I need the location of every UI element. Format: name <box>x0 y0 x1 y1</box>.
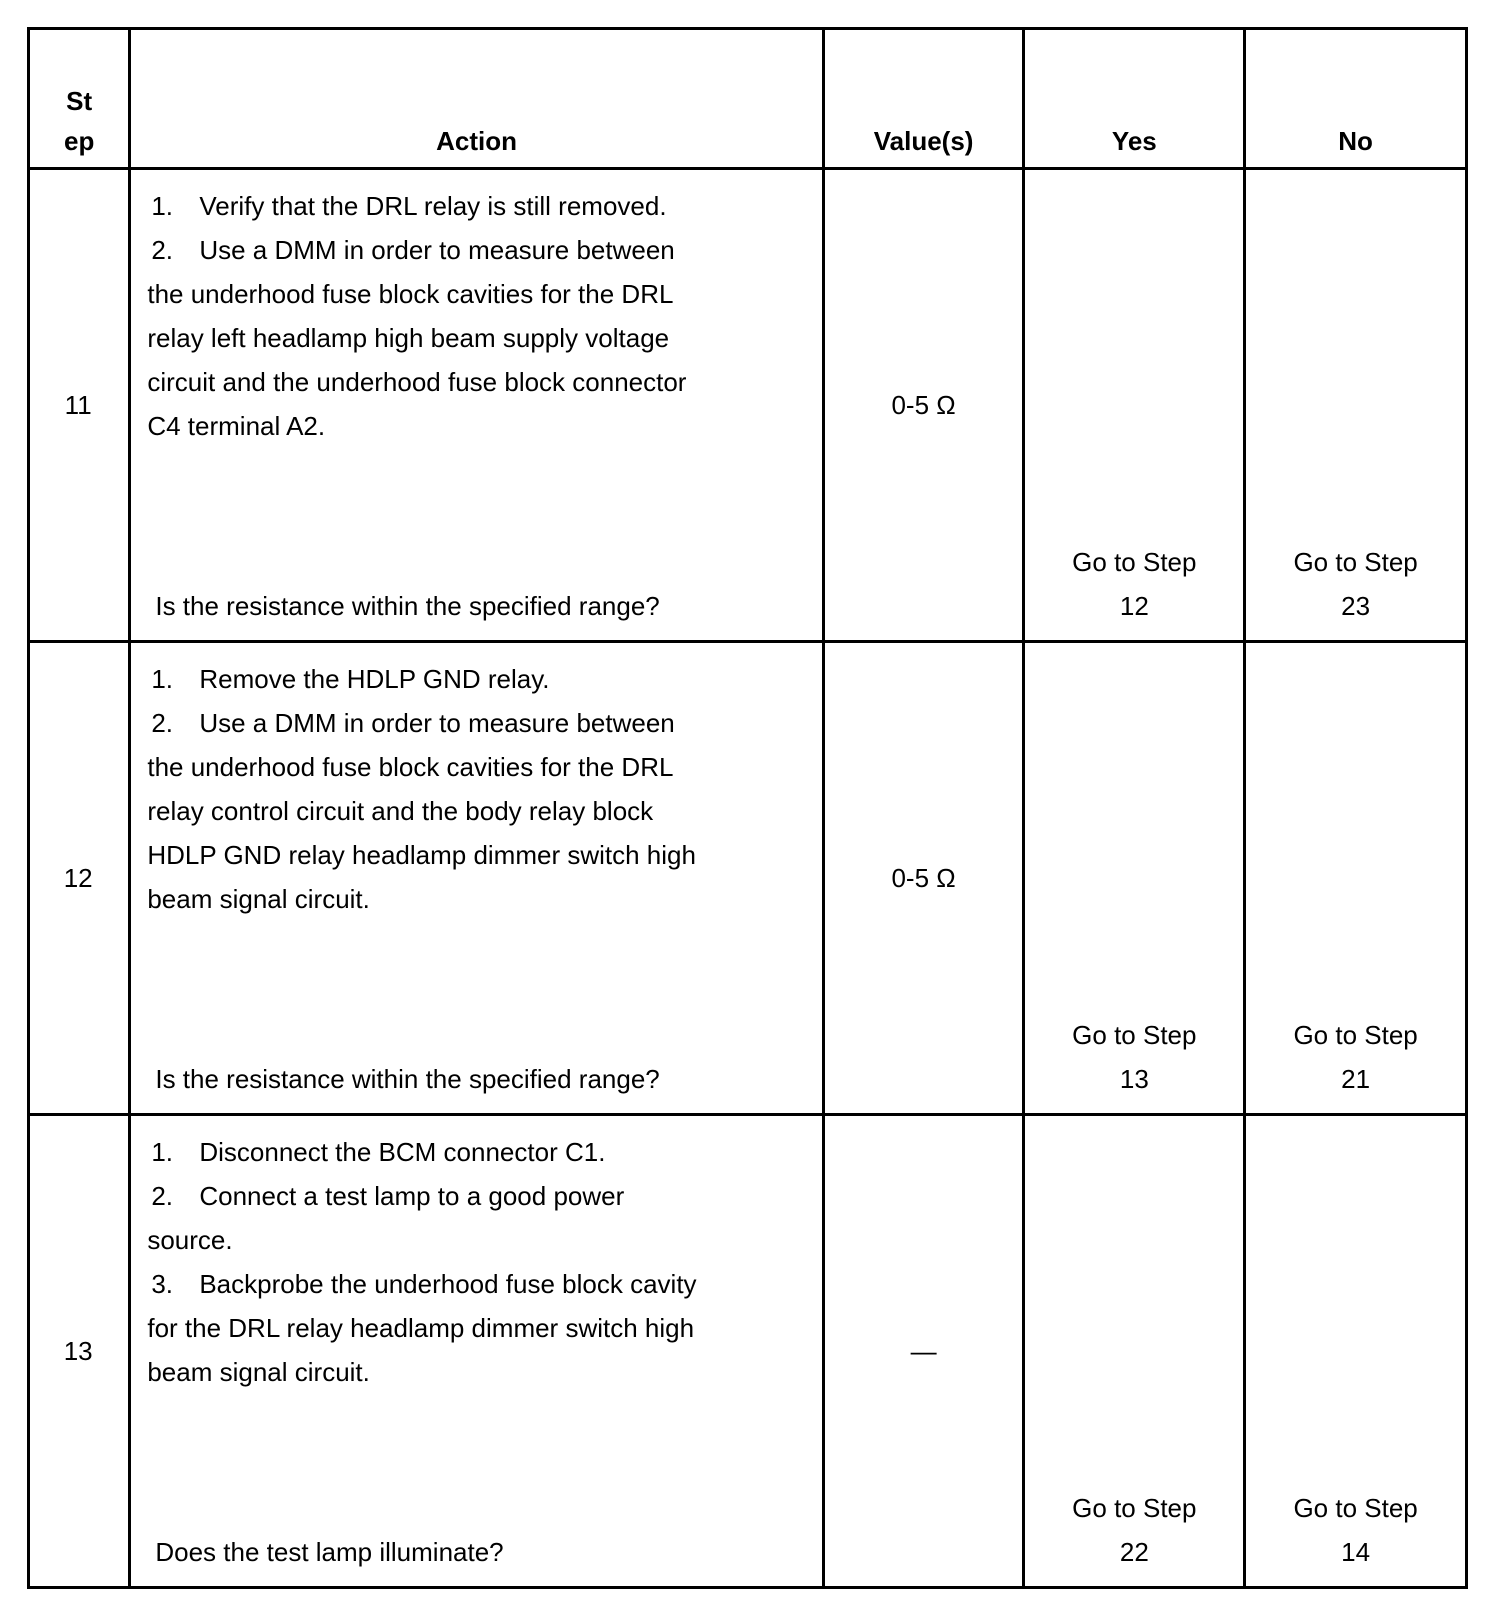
action-cell <box>130 1115 823 1588</box>
header-yes: Yes <box>1024 29 1245 169</box>
action-steps <box>147 1130 747 1394</box>
yes-cell <box>1024 169 1245 642</box>
header-action: Action <box>130 29 823 169</box>
goto-yes <box>1025 540 1243 628</box>
goto-no-label: Go to Step <box>1293 1020 1418 1050</box>
goto-yes <box>1025 1013 1243 1101</box>
action-line: C4 terminal A2. <box>147 411 326 441</box>
goto-yes-step: 13 <box>1119 1064 1149 1094</box>
no-cell <box>1245 642 1467 1115</box>
goto-no-label: Go to Step <box>1293 1493 1418 1523</box>
goto-yes-step: 12 <box>1119 591 1149 621</box>
header-step-line1: St <box>66 86 93 116</box>
action-line: 1. Verify that the DRL relay is still removed. <box>151 191 667 221</box>
goto-no-step: 23 <box>1341 591 1371 621</box>
goto-yes-label: Go to Step <box>1072 547 1197 577</box>
value-cell <box>823 1115 1024 1588</box>
step-number: 12 <box>63 862 93 893</box>
action-line: the underhood fuse block cavities for the DRL <box>147 279 674 309</box>
goto-no-step: 21 <box>1341 1064 1371 1094</box>
action-line: relay control circuit and the body relay block <box>147 796 654 826</box>
table-row <box>29 642 1467 1115</box>
diagnostic-table <box>27 27 1468 1589</box>
table-row <box>29 169 1467 642</box>
header-values: Value(s) <box>823 29 1024 169</box>
goto-no <box>1246 1013 1465 1101</box>
action-line: beam signal circuit. <box>147 884 370 914</box>
value-text: 0-5 Ω <box>891 862 956 893</box>
action-line: 1. Remove the HDLP GND relay. <box>151 664 550 694</box>
goto-no-step: 14 <box>1341 1537 1371 1567</box>
goto-yes-label: Go to Step <box>1072 1493 1197 1523</box>
action-line: circuit and the underhood fuse block connector <box>147 367 687 397</box>
action-steps <box>147 657 747 921</box>
step-number: 13 <box>63 1335 93 1366</box>
action-line: 1. Disconnect the BCM connector C1. <box>151 1137 606 1167</box>
value-cell <box>823 642 1024 1115</box>
header-step <box>29 29 130 169</box>
header-step-line2: ep <box>64 126 95 156</box>
action-line: the underhood fuse block cavities for the DRL <box>147 752 674 782</box>
step-number: 11 <box>64 389 92 420</box>
action-question: Is the resistance within the specified range? <box>155 1064 660 1094</box>
step-cell <box>29 1115 130 1588</box>
action-line: for the DRL relay headlamp dimmer switch high <box>147 1313 695 1343</box>
value-text: 0-5 Ω <box>891 389 956 420</box>
goto-yes <box>1025 1486 1243 1574</box>
value-text: — <box>910 1335 937 1366</box>
action-line: 2. Use a DMM in order to measure between <box>151 235 675 265</box>
step-cell <box>29 169 130 642</box>
action-line: 2. Use a DMM in order to measure between <box>151 708 675 738</box>
action-line: 3. Backprobe the underhood fuse block cavity <box>151 1269 697 1299</box>
yes-cell <box>1024 1115 1245 1588</box>
goto-no-label: Go to Step <box>1293 547 1418 577</box>
yes-cell <box>1024 642 1245 1115</box>
no-cell <box>1245 1115 1467 1588</box>
table-row <box>29 1115 1467 1588</box>
goto-yes-step: 22 <box>1119 1537 1149 1567</box>
table-header-row <box>29 29 1467 169</box>
goto-no <box>1246 540 1465 628</box>
goto-no <box>1246 1486 1465 1574</box>
action-cell <box>130 169 823 642</box>
step-cell <box>29 642 130 1115</box>
action-question: Does the test lamp illuminate? <box>155 1537 504 1567</box>
action-line: HDLP GND relay headlamp dimmer switch high <box>147 840 696 870</box>
action-line: 2. Connect a test lamp to a good power <box>151 1181 625 1211</box>
goto-yes-label: Go to Step <box>1072 1020 1197 1050</box>
value-cell <box>823 169 1024 642</box>
action-question: Is the resistance within the specified range? <box>155 591 660 621</box>
action-steps <box>147 184 747 448</box>
header-no: No <box>1245 29 1467 169</box>
action-line: beam signal circuit. <box>147 1357 370 1387</box>
action-line: source. <box>147 1225 233 1255</box>
action-line: relay left headlamp high beam supply voltage <box>147 323 670 353</box>
no-cell <box>1245 169 1467 642</box>
action-cell <box>130 642 823 1115</box>
